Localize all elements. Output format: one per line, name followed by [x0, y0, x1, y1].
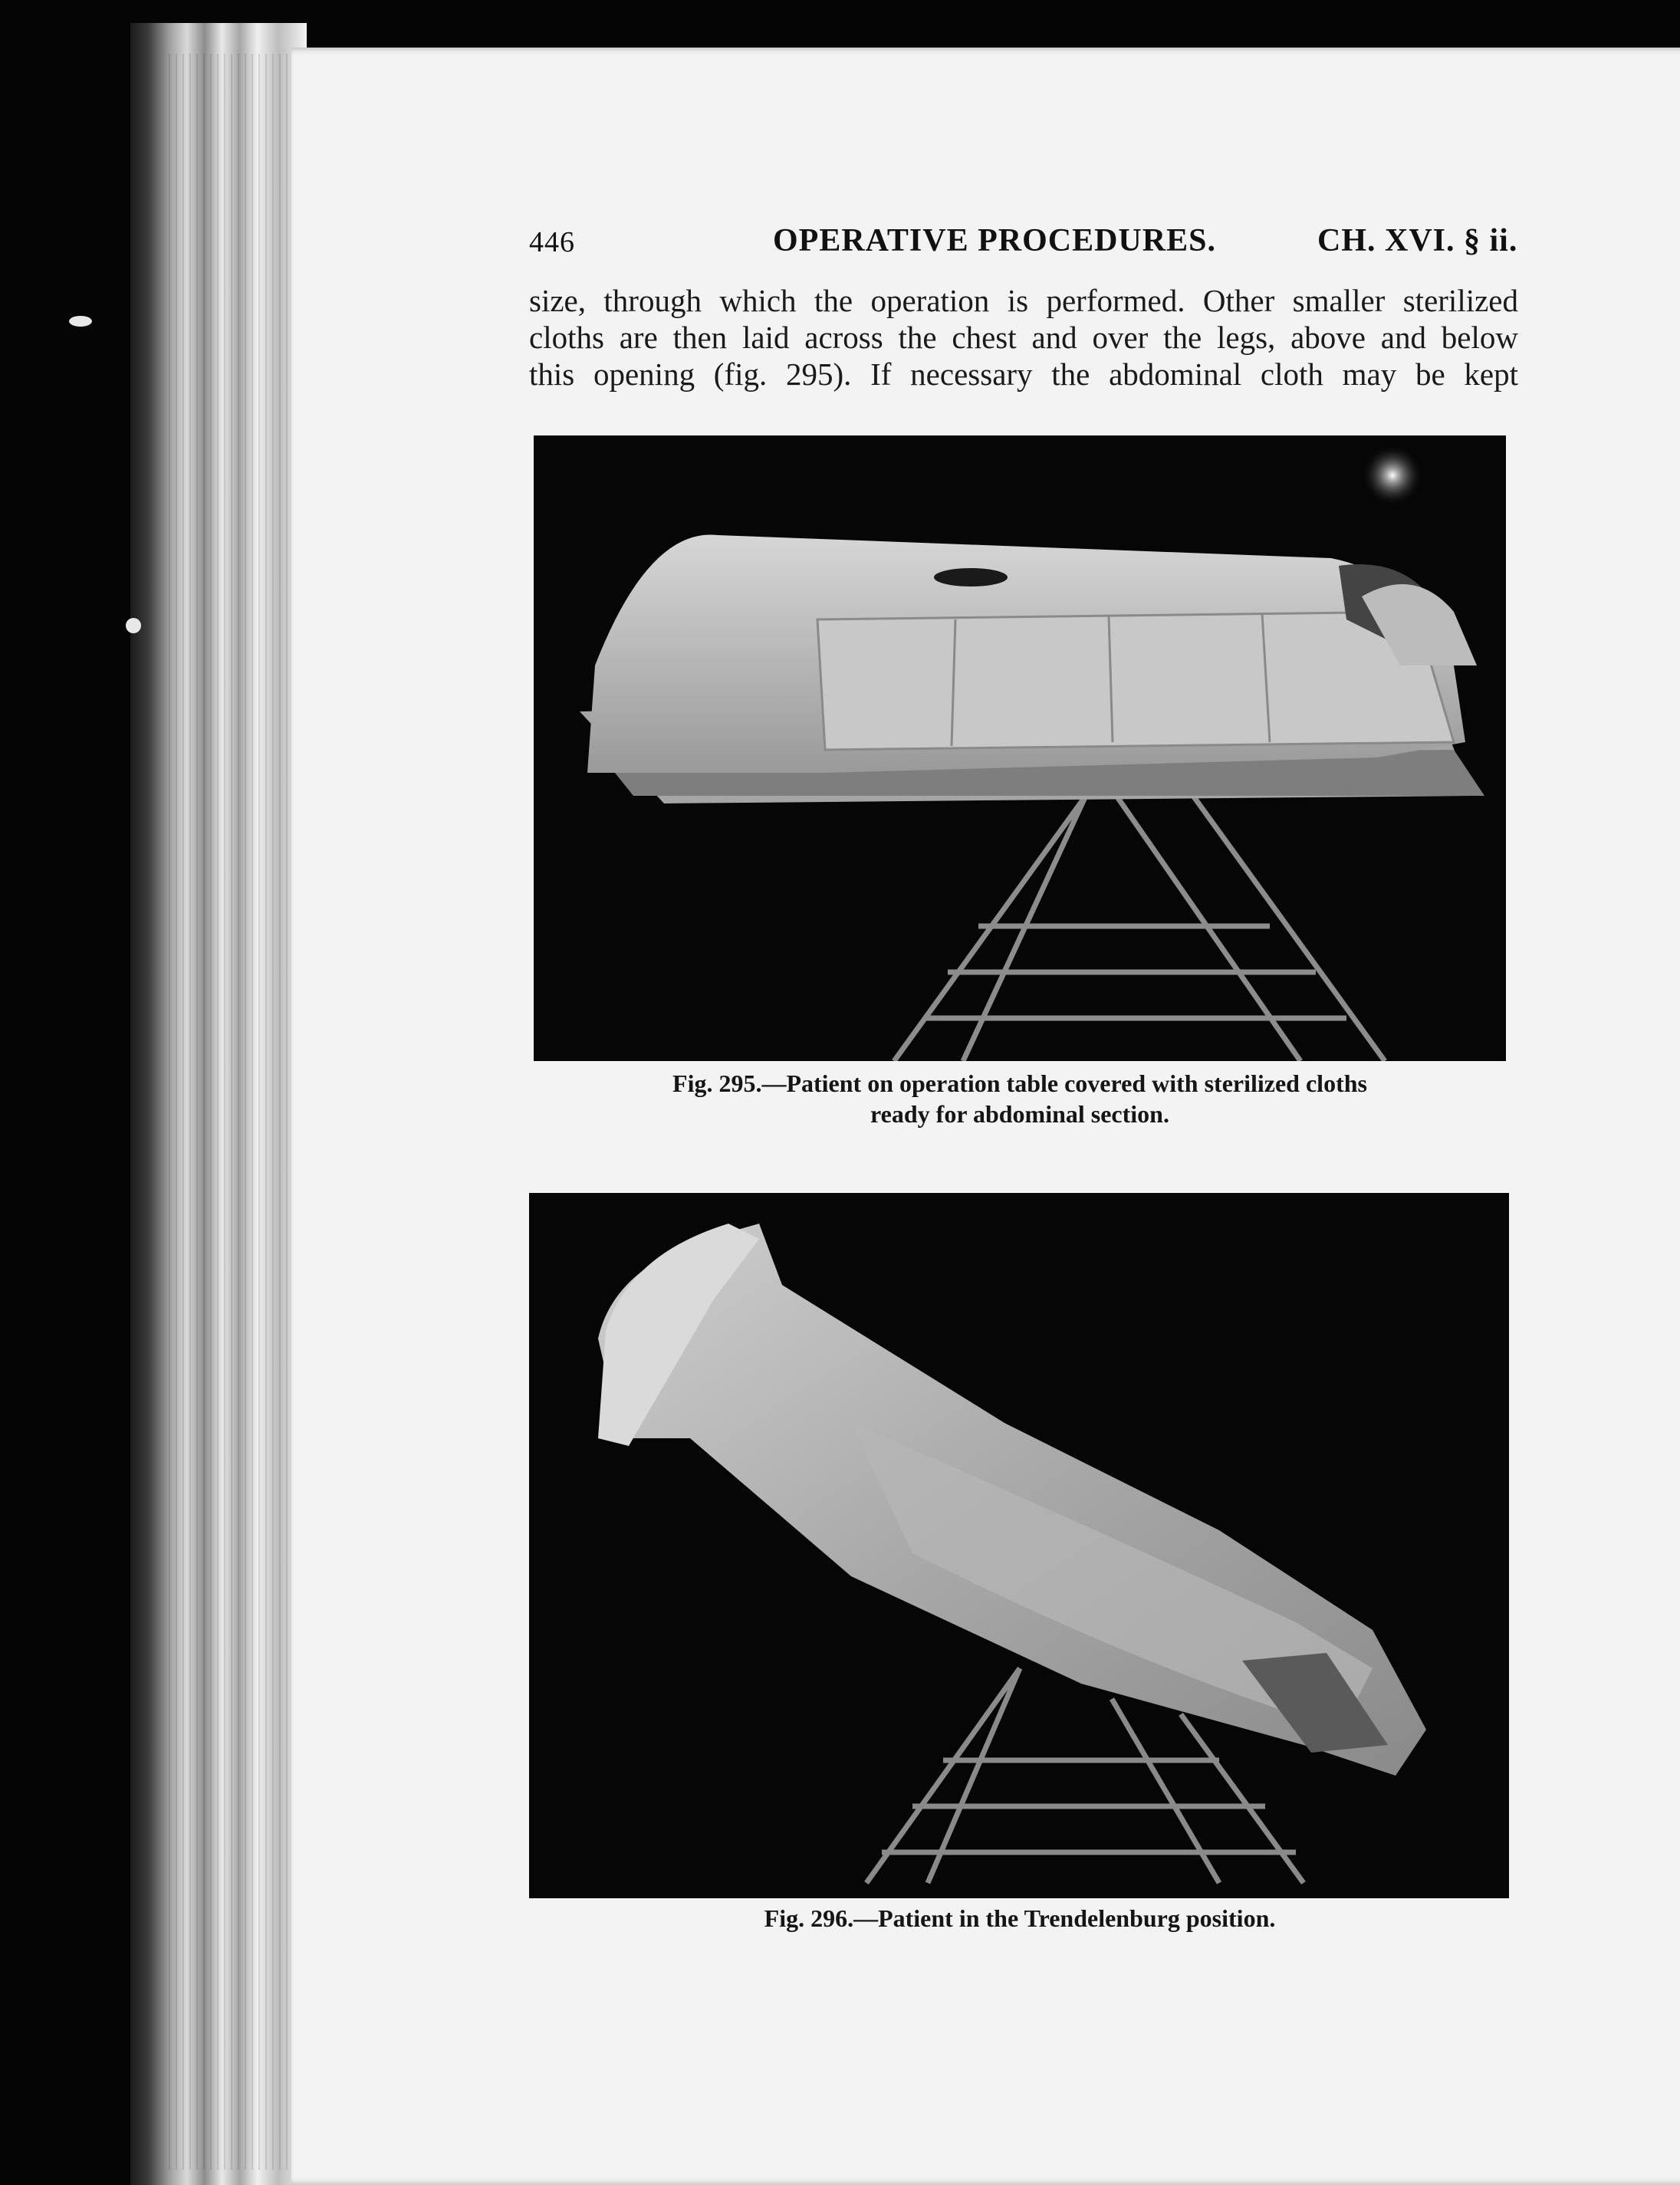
body-text-line: size, through which the operation is performed. Other smaller sterilized: [529, 283, 1518, 318]
figure-295-caption-line-1: Fig. 295.—Patient on operation table covered with sterilized cloths: [672, 1070, 1367, 1097]
figure-295-caption: [537, 1068, 1503, 1129]
stray-mark: [69, 316, 92, 327]
book-page-edge-lines: [169, 54, 291, 2170]
figure-295-illustration: [534, 435, 1506, 1061]
figure-296-illustration: [529, 1193, 1509, 1898]
figure-296-caption-line-1: Fig. 296.—Patient in the Trendelenburg position.: [764, 1904, 1276, 1932]
page-number: 446: [529, 226, 575, 258]
body-text-line: this opening (fig. 295). If necessary the abdominal cloth may be kept: [529, 356, 1518, 392]
figure-296-caption: [537, 1903, 1503, 1934]
chapter-reference: CH. XVI. § ii.: [1317, 223, 1518, 258]
figure-295-caption-line-2: ready for abdominal section.: [870, 1100, 1169, 1128]
running-title: OPERATIVE PROCEDURES.: [773, 223, 1216, 258]
stray-mark: [126, 618, 141, 633]
figure-296-photo: [529, 1193, 1509, 1898]
body-text-line: cloths are then laid across the chest and over the legs, above and below: [529, 320, 1518, 355]
figure-295-photo: [534, 435, 1506, 1061]
body-text: [529, 282, 1518, 393]
